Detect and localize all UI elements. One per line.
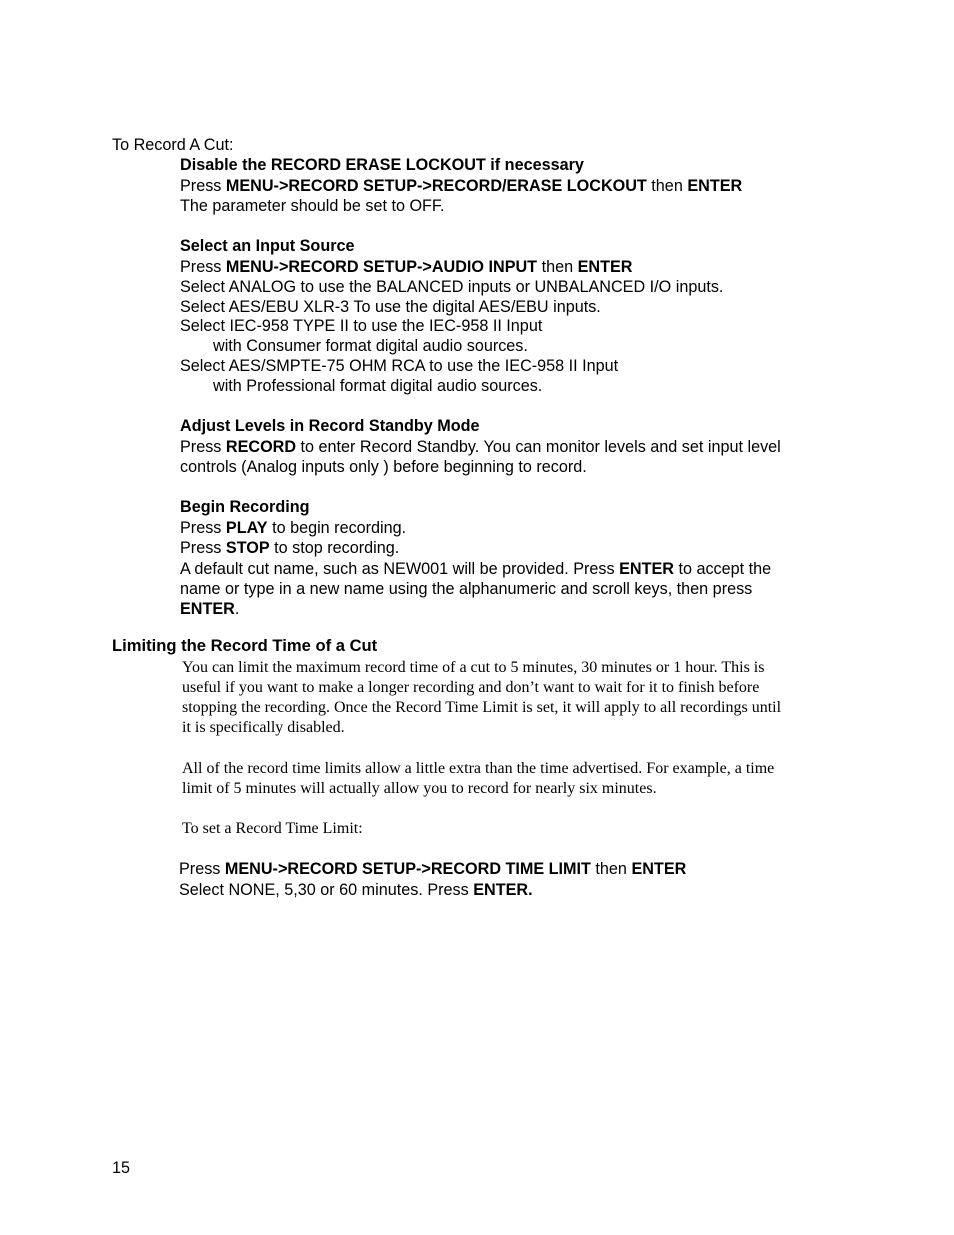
step-begin-name-1: A default cut name, such as NEW001 will be provided. Press ENTER to accept the <box>180 560 772 578</box>
time-limit-para2-line1: All of the record time limits allow a little extra than the time advertised. For example, a time <box>182 760 775 777</box>
step-levels-note: controls (Analog inputs only ) before beginning to record. <box>180 458 587 476</box>
step-heading-input: Select an Input Source <box>180 237 355 255</box>
input-option-smpte-cont: with Professional format digital audio sources. <box>213 377 543 395</box>
input-option-iec958-cont: with Consumer format digital audio sources. <box>213 337 528 355</box>
time-limit-instruction: Press MENU->RECORD SETUP->RECORD TIME LIMIT then ENTER <box>179 860 687 878</box>
step-heading-lockout: Disable the RECORD ERASE LOCKOUT if necessary <box>180 156 584 174</box>
input-option-analog: Select ANALOG to use the BALANCED inputs or UNBALANCED I/O inputs. <box>180 278 724 296</box>
time-limit-para1-line4: it is specifically disabled. <box>182 719 345 736</box>
time-limit-para3: To set a Record Time Limit: <box>182 820 363 837</box>
input-option-smpte: Select AES/SMPTE-75 OHM RCA to use the IEC-958 II Input <box>180 357 619 375</box>
step-begin-stop: Press STOP to stop recording. <box>180 539 400 557</box>
time-limit-para1-line3: stopping the recording. Once the Record Time Limit is set, it will apply to all recordings until <box>182 699 782 716</box>
time-limit-select: Select NONE, 5,30 or 60 minutes. Press ENTER. <box>179 881 533 899</box>
step-input-instruction: Press MENU->RECORD SETUP->AUDIO INPUT then ENTER <box>180 258 633 276</box>
step-begin-name-2: name or type in a new name using the alphanumeric and scroll keys, then press <box>180 580 753 598</box>
step-levels-instruction: Press RECORD to enter Record Standby. You can monitor levels and set input level <box>180 438 781 456</box>
input-option-iec958: Select IEC-958 TYPE II to use the IEC-958 II Input <box>180 317 543 335</box>
input-option-aes-ebu: Select AES/EBU XLR-3 To use the digital AES/EBU inputs. <box>180 298 601 316</box>
intro-heading: To Record A Cut: <box>112 136 234 154</box>
step-heading-levels: Adjust Levels in Record Standby Mode <box>180 417 480 435</box>
section-heading-time-limit: Limiting the Record Time of a Cut <box>112 636 378 655</box>
step-begin-play: Press PLAY to begin recording. <box>180 519 407 537</box>
step-heading-begin: Begin Recording <box>180 498 310 516</box>
time-limit-para2-line2: limit of 5 minutes will actually allow you to record for nearly six minutes. <box>182 780 657 797</box>
page-number: 15 <box>112 1159 131 1177</box>
time-limit-para1-line1: You can limit the maximum record time of a cut to 5 minutes, 30 minutes or 1 hour. This is <box>182 659 765 676</box>
step-begin-name-3: ENTER. <box>180 600 240 618</box>
time-limit-para1-line2: useful if you want to make a longer recording and don’t want to wait for it to finish before <box>182 679 760 696</box>
step-lockout-instruction: Press MENU->RECORD SETUP->RECORD/ERASE LOCKOUT then ENTER <box>180 177 743 195</box>
step-lockout-note: The parameter should be set to OFF. <box>180 197 445 215</box>
